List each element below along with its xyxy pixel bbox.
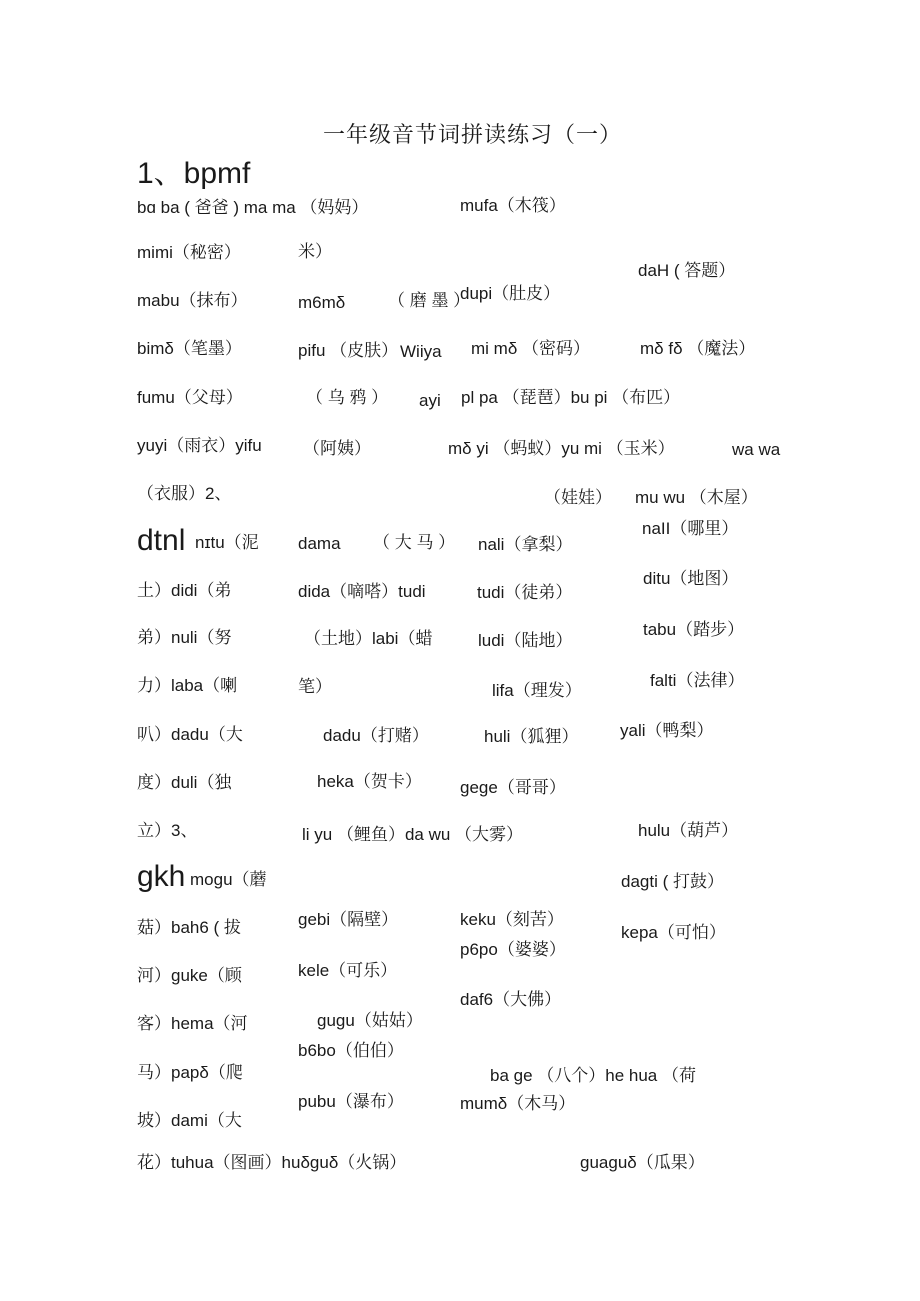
word-item: gebi（隔壁）	[298, 910, 399, 929]
word-item: hulu（葫芦）	[638, 821, 739, 840]
word-item: 菇）bah6 ( 拔	[137, 918, 241, 937]
word-item: mu wu （木屋）	[635, 488, 758, 507]
word-item: daf6（大佛）	[460, 990, 562, 1009]
word-item: daH ( 答题）	[638, 261, 736, 280]
word-item: 米）	[298, 242, 332, 261]
word-item: dida（嘀嗒）tudi	[298, 582, 426, 601]
section-heading-dtnl: dtnl	[137, 524, 186, 557]
word-item: 力）laba（喇	[137, 676, 238, 695]
word-item: dama	[298, 534, 341, 553]
word-item: （ 磨 墨 ）	[388, 291, 471, 310]
word-item: nali（拿梨）	[478, 535, 573, 554]
word-item: ayi	[419, 391, 441, 410]
word-item: tabu（踏步）	[643, 620, 745, 639]
word-item: p6po（婆婆）	[460, 940, 566, 959]
word-item: 河）guke（顾	[137, 966, 242, 985]
word-item: mufa（木筏）	[460, 196, 566, 215]
word-item: gege（哥哥）	[460, 778, 566, 797]
word-item: tudi（徒弟）	[477, 583, 573, 602]
word-item: b6bo（伯伯）	[298, 1041, 404, 1060]
word-item: heka（贺卡）	[317, 772, 422, 791]
section-heading-bpmf: 1、bpmf	[137, 157, 251, 190]
word-item: m6mδ	[298, 293, 346, 312]
word-item: pl pa （琵琶）bu pi （布匹）	[461, 388, 681, 407]
word-item: mδ fδ （魔法）	[640, 339, 756, 358]
word-item: mabu（抹布）	[137, 291, 248, 310]
word-item: lifa（理发）	[492, 681, 582, 700]
word-item: ba ge （八个）he hua （荷	[490, 1066, 696, 1085]
section-heading-gkh: gkh	[137, 860, 186, 893]
word-item: ditu（地图）	[643, 569, 739, 588]
word-item: dadu（打赌）	[323, 726, 429, 745]
word-item: mi mδ （密码）	[471, 339, 591, 358]
word-item: mimi（秘密）	[137, 243, 241, 262]
word-item: kele（可乐）	[298, 961, 398, 980]
word-item: keku（刻苦）	[460, 910, 564, 929]
word-item: yali（鸭梨）	[620, 721, 714, 740]
word-item: bimδ（笔墨）	[137, 339, 242, 358]
word-item: bɑ ba ( 爸爸 ) ma ma （妈妈）	[137, 198, 369, 217]
word-item: 土）didi（弟	[137, 581, 232, 600]
word-item: Wiiya	[400, 342, 442, 361]
word-item: （娃娃）	[544, 488, 612, 507]
word-item: 立）3、	[137, 821, 198, 840]
word-item: kepa（可怕）	[621, 923, 726, 942]
word-item: 花）tuhua（图画）huδguδ（火锅）	[137, 1153, 407, 1172]
word-item: falti（法律）	[650, 671, 745, 690]
word-item: 弟）nuli（努	[137, 628, 232, 647]
word-item: pubu（瀑布）	[298, 1092, 404, 1111]
word-item: （阿姨）	[303, 439, 371, 458]
word-item: mumδ（木马）	[460, 1094, 576, 1113]
word-item: gugu（姑姑）	[317, 1011, 423, 1030]
word-item: nɪtu（泥	[195, 533, 259, 552]
word-item: huli（狐狸）	[484, 727, 579, 746]
page-title: 一年级音节词拼读练习（一）	[323, 123, 623, 148]
word-item: 客）hema（河	[137, 1014, 248, 1033]
word-item: （ 乌 鸦 ）	[306, 388, 389, 407]
word-item: （土地）labi（蜡	[304, 629, 433, 648]
word-item: li yu （鲤鱼）da wu （大雾）	[302, 825, 524, 844]
word-item: 度）duli（独	[137, 773, 232, 792]
word-item: mogu（蘑	[190, 870, 267, 889]
word-item: fumu（父母）	[137, 388, 243, 407]
word-item: dagti ( 打鼓）	[621, 872, 724, 891]
word-item: 笔）	[298, 677, 332, 696]
word-item: naII（哪里）	[642, 519, 739, 538]
word-item: （ 大 马 ）	[373, 533, 456, 552]
word-item: 马）papδ（爬	[137, 1063, 243, 1082]
word-item: 叭）dadu（大	[137, 725, 243, 744]
word-item: wa wa	[732, 440, 781, 459]
word-item: mδ yi （蚂蚁）yu mi （玉米）	[448, 439, 675, 458]
word-item: yuyi（雨衣）yifu	[137, 436, 262, 455]
word-item: pifu （皮肤）	[298, 341, 399, 360]
word-item: （衣服）2、	[137, 484, 232, 503]
word-item: ludi（陆地）	[478, 631, 573, 650]
word-item: 坡）dami（大	[137, 1111, 242, 1130]
word-item: dupi（肚皮）	[460, 284, 561, 303]
word-item: guaguδ（瓜果）	[580, 1153, 705, 1172]
